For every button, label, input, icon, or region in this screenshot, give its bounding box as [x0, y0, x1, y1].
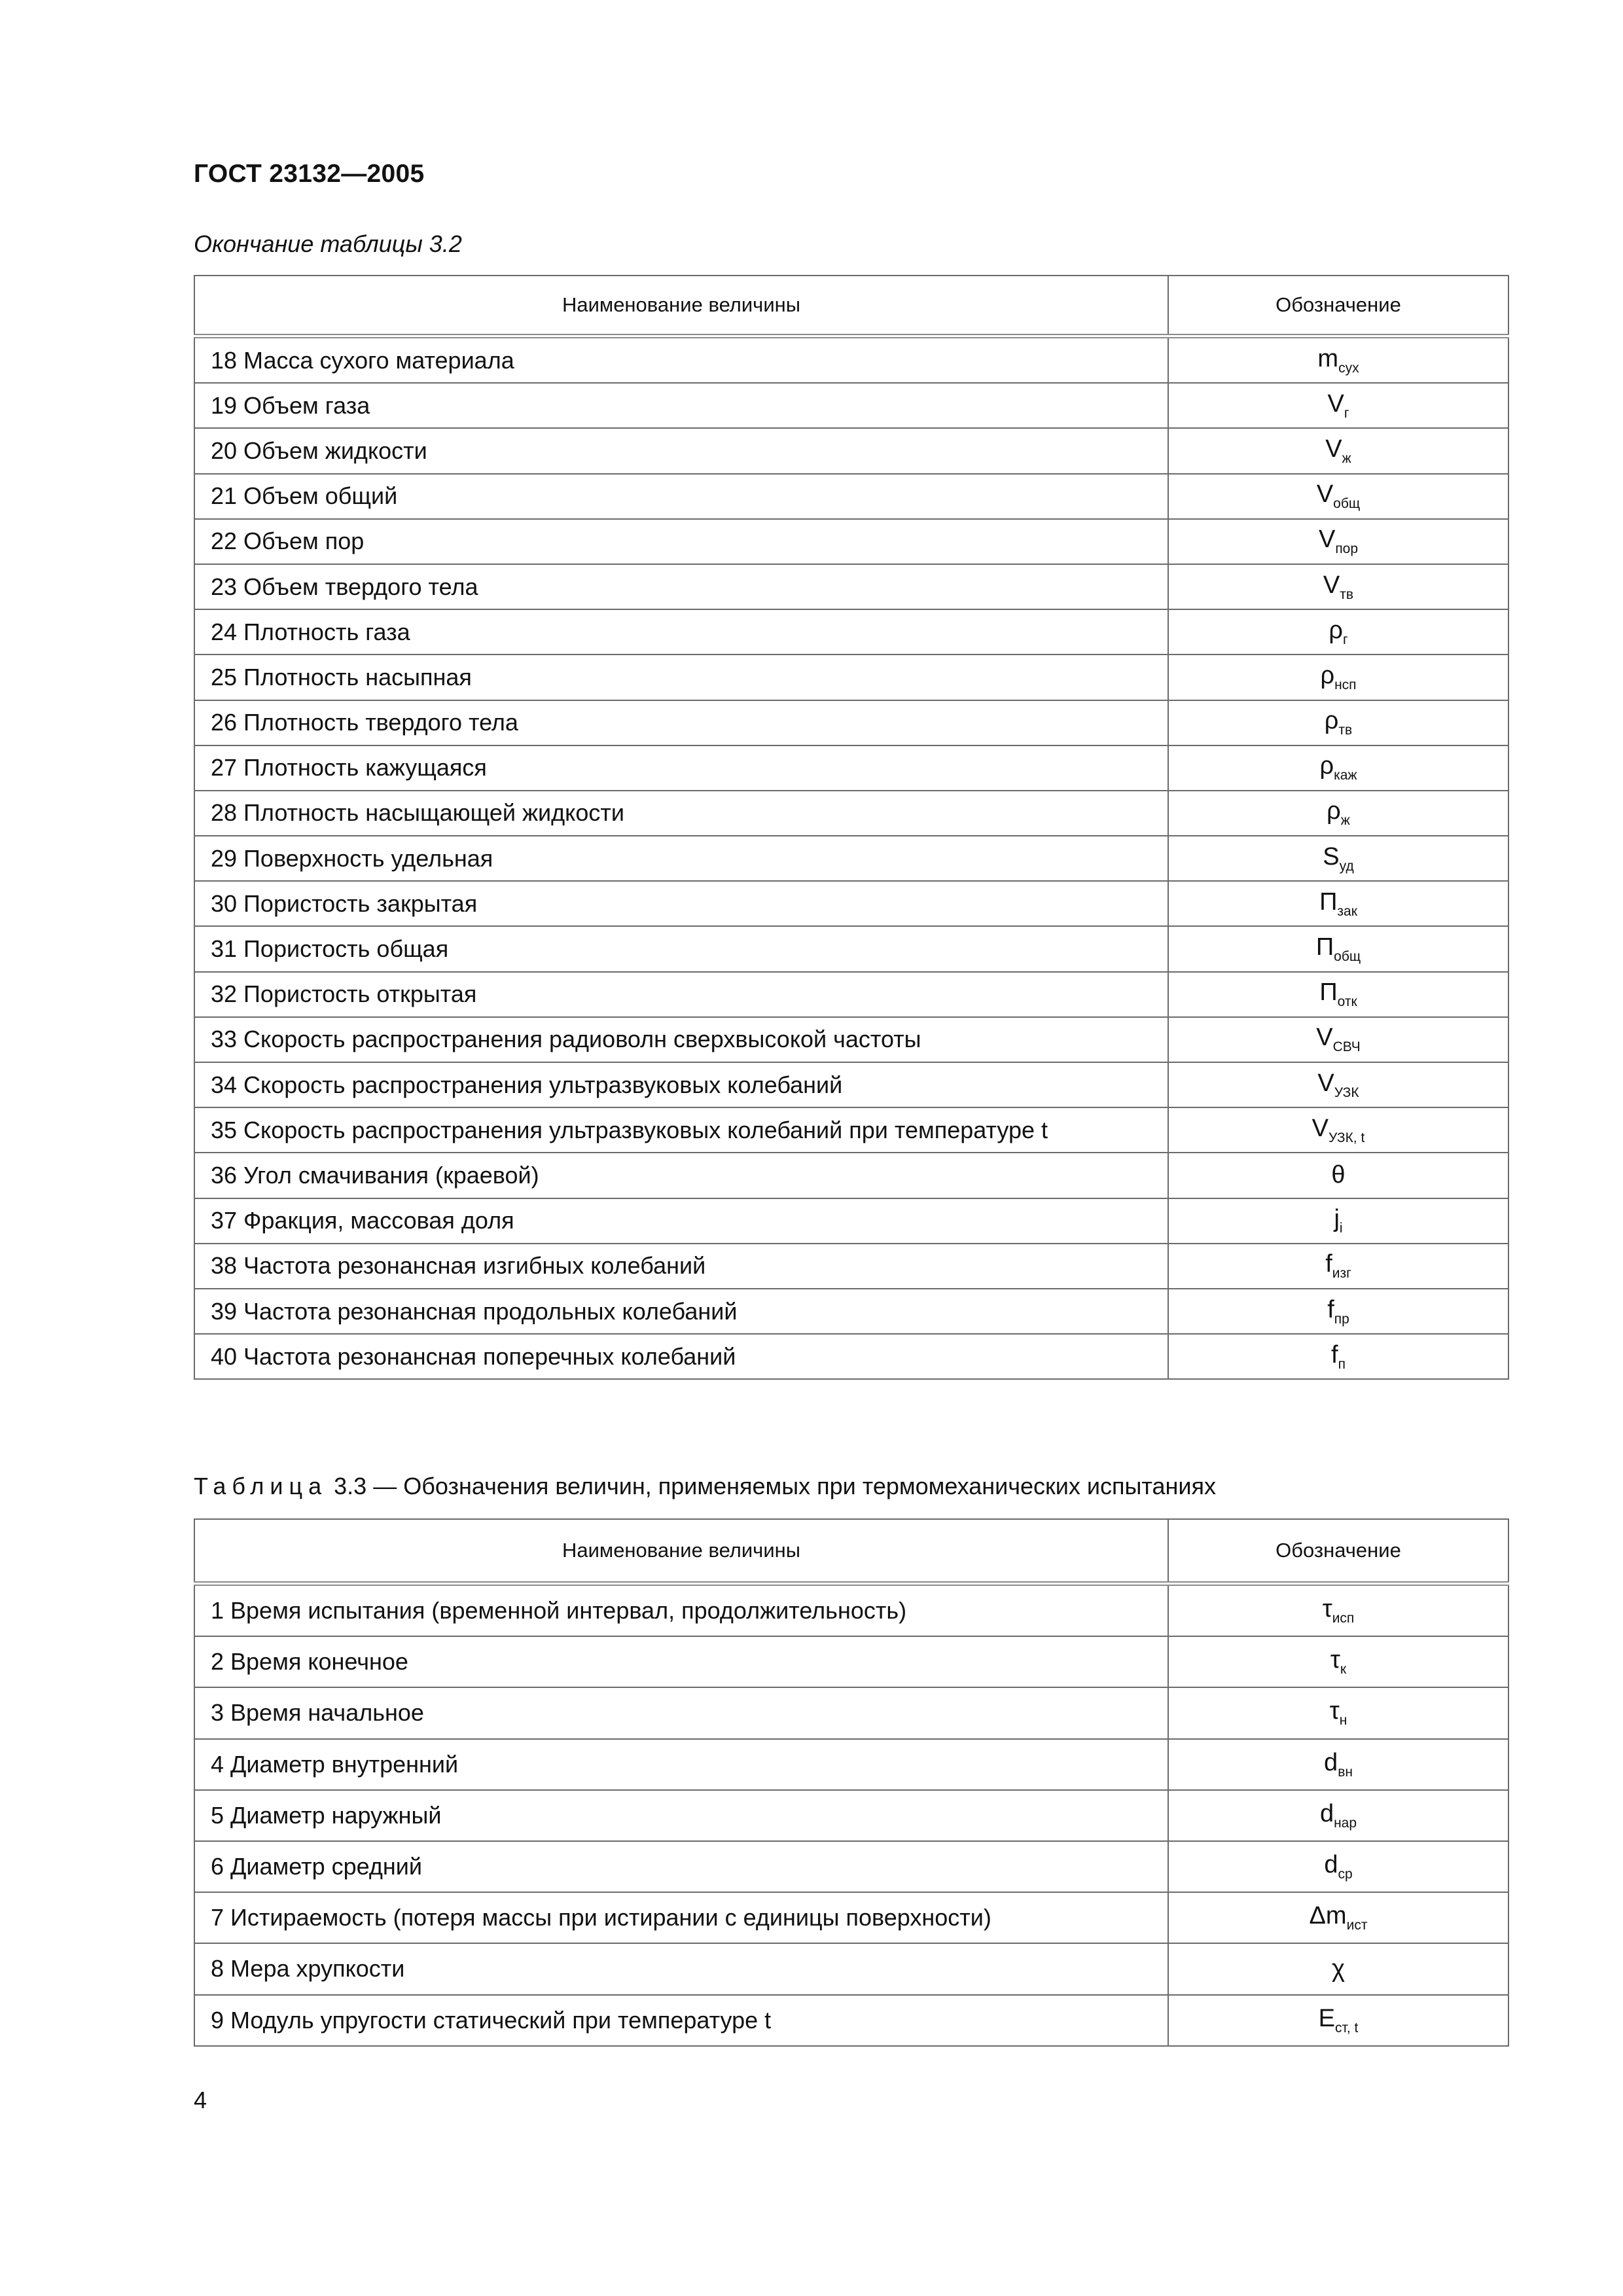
- quantity-symbol: [1168, 1244, 1508, 1289]
- symbol-base: V: [1323, 571, 1340, 599]
- quantity-name: 18 Масса сухого материала: [194, 336, 1168, 384]
- quantity-name: 1 Время испытания (временной интервал, продолжительность): [194, 1584, 1168, 1637]
- quantity-name: 2 Время конечное: [194, 1636, 1168, 1687]
- table-3-2: [194, 275, 1509, 1380]
- quantity-symbol: [1168, 926, 1508, 971]
- symbol-subscript: изг: [1332, 1266, 1351, 1282]
- quantity-name: 21 Объем общий: [194, 474, 1168, 519]
- quantity-symbol: [1168, 1841, 1508, 1892]
- column-header-symbol: Обозначение: [1168, 1519, 1508, 1584]
- column-header-name: Наименование величины: [194, 1519, 1168, 1584]
- symbol-subscript: отк: [1337, 994, 1357, 1010]
- quantity-symbol: [1168, 791, 1508, 836]
- symbol-base: ρ: [1320, 661, 1335, 689]
- symbol-subscript: п: [1338, 1356, 1346, 1372]
- symbol-subscript: тв: [1340, 586, 1354, 602]
- symbol-subscript: пр: [1334, 1311, 1349, 1327]
- symbol-subscript: пор: [1335, 541, 1359, 557]
- symbol-subscript: сух: [1338, 360, 1359, 376]
- table-header-row: [194, 276, 1508, 336]
- table-row: [194, 1790, 1508, 1841]
- symbol-base: ρ: [1319, 752, 1334, 780]
- symbol-base: τ: [1322, 1595, 1332, 1623]
- table-row: [194, 336, 1508, 384]
- column-header-symbol: Обозначение: [1168, 276, 1508, 336]
- quantity-name: 6 Диаметр средний: [194, 1841, 1168, 1892]
- table-row: [194, 1198, 1508, 1244]
- quantity-symbol: [1168, 1107, 1508, 1153]
- symbol-subscript: УЗК: [1334, 1085, 1359, 1100]
- symbol-base: П: [1315, 933, 1334, 961]
- symbol-subscript: н: [1339, 1713, 1347, 1729]
- table-3-3-caption: [194, 1473, 1216, 1500]
- quantity-symbol: [1168, 1892, 1508, 1943]
- quantity-symbol: [1168, 519, 1508, 564]
- quantity-symbol: [1168, 428, 1508, 473]
- quantity-name: 27 Плотность кажущаяся: [194, 745, 1168, 791]
- quantity-symbol: [1168, 1153, 1508, 1198]
- quantity-name: 7 Истираемость (потеря массы при истирании с единицы поверхности): [194, 1892, 1168, 1943]
- symbol-subscript: зак: [1337, 903, 1357, 919]
- table-row: [194, 655, 1508, 700]
- quantity-symbol: [1168, 1687, 1508, 1738]
- symbol-base: m: [1317, 344, 1339, 372]
- symbol-base: V: [1325, 435, 1342, 463]
- quantity-name: 3 Время начальное: [194, 1687, 1168, 1738]
- quantity-symbol: [1168, 655, 1508, 700]
- quantity-name: 22 Объем пор: [194, 519, 1168, 564]
- table-row: [194, 1289, 1508, 1334]
- quantity-symbol: [1168, 1289, 1508, 1334]
- quantity-symbol: [1168, 745, 1508, 791]
- table-row: [194, 1334, 1508, 1379]
- quantity-name: 32 Пористость открытая: [194, 972, 1168, 1017]
- quantity-name: 20 Объем жидкости: [194, 428, 1168, 473]
- table-row: [194, 836, 1508, 881]
- quantity-symbol: [1168, 1636, 1508, 1687]
- symbol-base: V: [1317, 1069, 1334, 1097]
- table-label: Таблица: [194, 1473, 328, 1499]
- quantity-name: 26 Плотность твердого тела: [194, 700, 1168, 745]
- symbol-subscript: УЗК, t: [1329, 1130, 1365, 1145]
- table-row: [194, 700, 1508, 745]
- column-header-name: Наименование величины: [194, 276, 1168, 336]
- symbol-base: V: [1318, 526, 1336, 554]
- symbol-base: θ: [1331, 1161, 1346, 1189]
- symbol-subscript: нсп: [1334, 677, 1357, 692]
- quantity-symbol: [1168, 474, 1508, 519]
- symbol-subscript: нар: [1334, 1815, 1357, 1831]
- table-row: [194, 1739, 1508, 1790]
- document-id: ГОСТ 23132—2005: [194, 160, 425, 188]
- symbol-subscript: ср: [1338, 1867, 1353, 1882]
- symbol-subscript: ж: [1342, 450, 1351, 466]
- table-row: [194, 1244, 1508, 1289]
- table-row: [194, 1687, 1508, 1738]
- symbol-subscript: вн: [1338, 1764, 1353, 1780]
- symbol-base: j: [1334, 1205, 1340, 1233]
- quantity-symbol: [1168, 1062, 1508, 1107]
- quantity-name: 34 Скорость распространения ультразвуковых колебаний: [194, 1062, 1168, 1107]
- table-row: [194, 1943, 1508, 1994]
- symbol-base: ρ: [1324, 707, 1339, 735]
- symbol-base: П: [1319, 888, 1338, 916]
- symbol-base: τ: [1330, 1646, 1340, 1674]
- quantity-symbol: [1168, 1943, 1508, 1994]
- quantity-name: 24 Плотность газа: [194, 609, 1168, 655]
- quantity-symbol: [1168, 700, 1508, 745]
- symbol-base: V: [1311, 1114, 1329, 1142]
- quantity-name: 39 Частота резонансная продольных колебаний: [194, 1289, 1168, 1334]
- quantity-name: 4 Диаметр внутренний: [194, 1739, 1168, 1790]
- symbol-base: V: [1316, 480, 1334, 509]
- symbol-base: Δm: [1309, 1902, 1347, 1930]
- quantity-symbol: [1168, 1790, 1508, 1841]
- table-row: [194, 519, 1508, 564]
- table-row: [194, 791, 1508, 836]
- table-row: [194, 745, 1508, 791]
- symbol-subscript: общ: [1334, 949, 1361, 965]
- symbol-subscript: общ: [1333, 496, 1361, 512]
- table-row: [194, 1107, 1508, 1153]
- table-row: [194, 1636, 1508, 1687]
- symbol-subscript: каж: [1334, 768, 1357, 783]
- quantity-name: 23 Объем твердого тела: [194, 564, 1168, 609]
- table-3-3: [194, 1518, 1509, 2047]
- symbol-subscript: тв: [1338, 723, 1353, 738]
- quantity-name: 28 Плотность насыщающей жидкости: [194, 791, 1168, 836]
- table-row: [194, 1017, 1508, 1062]
- quantity-symbol: [1168, 336, 1508, 384]
- symbol-subscript: ист: [1346, 1918, 1368, 1933]
- symbol-base: τ: [1329, 1697, 1340, 1725]
- table-row: [194, 383, 1508, 428]
- symbol-subscript: i: [1339, 1221, 1343, 1236]
- table-row: [194, 609, 1508, 655]
- quantity-symbol: [1168, 564, 1508, 609]
- table-3-2-caption: Окончание таблицы 3.2: [194, 230, 462, 257]
- symbol-subscript: уд: [1339, 858, 1354, 874]
- symbol-base: П: [1319, 978, 1338, 1007]
- quantity-symbol: [1168, 383, 1508, 428]
- table-title: 3.3 — Обозначения величин, применяемых при термомеханических испытаниях: [327, 1473, 1216, 1499]
- symbol-subscript: СВЧ: [1332, 1039, 1361, 1055]
- table-row: [194, 972, 1508, 1017]
- symbol-base: f: [1331, 1340, 1338, 1369]
- table-header-row: [194, 1519, 1508, 1584]
- quantity-symbol: [1168, 609, 1508, 655]
- quantity-name: 29 Поверхность удельная: [194, 836, 1168, 881]
- quantity-symbol: [1168, 1334, 1508, 1379]
- quantity-symbol: [1168, 972, 1508, 1017]
- quantity-name: 40 Частота резонансная поперечных колебаний: [194, 1334, 1168, 1379]
- table-row: [194, 1995, 1508, 2046]
- quantity-symbol: [1168, 836, 1508, 881]
- quantity-symbol: [1168, 881, 1508, 926]
- table-row: [194, 428, 1508, 473]
- symbol-subscript: исп: [1332, 1611, 1355, 1626]
- table-row: [194, 1892, 1508, 1943]
- symbol-subscript: г: [1344, 405, 1349, 421]
- quantity-name: 36 Угол смачивания (краевой): [194, 1153, 1168, 1198]
- symbol-base: d: [1324, 1748, 1338, 1776]
- table-row: [194, 1153, 1508, 1198]
- quantity-name: 35 Скорость распространения ультразвуковых колебаний при температуре t: [194, 1107, 1168, 1153]
- symbol-subscript: ж: [1340, 813, 1350, 829]
- table-row: [194, 1584, 1508, 1637]
- symbol-base: d: [1324, 1851, 1338, 1879]
- quantity-name: 33 Скорость распространения радиоволн сверхвысокой частоты: [194, 1017, 1168, 1062]
- symbol-base: χ: [1332, 1954, 1345, 1982]
- quantity-name: 8 Мера хрупкости: [194, 1943, 1168, 1994]
- table-row: [194, 564, 1508, 609]
- page-number: 4: [194, 2087, 207, 2113]
- quantity-symbol: [1168, 1584, 1508, 1637]
- symbol-subscript: ст, t: [1335, 2020, 1359, 2036]
- quantity-name: 31 Пористость общая: [194, 926, 1168, 971]
- quantity-name: 37 Фракция, массовая доля: [194, 1198, 1168, 1244]
- table-row: [194, 1062, 1508, 1107]
- table-row: [194, 881, 1508, 926]
- symbol-base: ρ: [1327, 797, 1341, 825]
- quantity-symbol: [1168, 1995, 1508, 2046]
- symbol-base: ρ: [1329, 616, 1343, 644]
- quantity-symbol: [1168, 1739, 1508, 1790]
- symbol-base: S: [1323, 842, 1340, 870]
- quantity-name: 19 Объем газа: [194, 383, 1168, 428]
- symbol-base: d: [1319, 1799, 1334, 1827]
- quantity-name: 9 Модуль упругости статический при температуре t: [194, 1995, 1168, 2046]
- symbol-subscript: г: [1342, 632, 1348, 647]
- table-row: [194, 926, 1508, 971]
- quantity-name: 38 Частота резонансная изгибных колебаний: [194, 1244, 1168, 1289]
- symbol-base: f: [1325, 1250, 1332, 1278]
- symbol-subscript: к: [1340, 1662, 1347, 1677]
- symbol-base: V: [1327, 389, 1344, 418]
- table-row: [194, 1841, 1508, 1892]
- quantity-symbol: [1168, 1198, 1508, 1244]
- symbol-base: E: [1318, 2004, 1336, 2032]
- quantity-symbol: [1168, 1017, 1508, 1062]
- quantity-name: 25 Плотность насыпная: [194, 655, 1168, 700]
- symbol-base: f: [1327, 1295, 1334, 1323]
- table-row: [194, 474, 1508, 519]
- quantity-name: 30 Пористость закрытая: [194, 881, 1168, 926]
- quantity-name: 5 Диаметр наружный: [194, 1790, 1168, 1841]
- symbol-base: V: [1316, 1024, 1333, 1052]
